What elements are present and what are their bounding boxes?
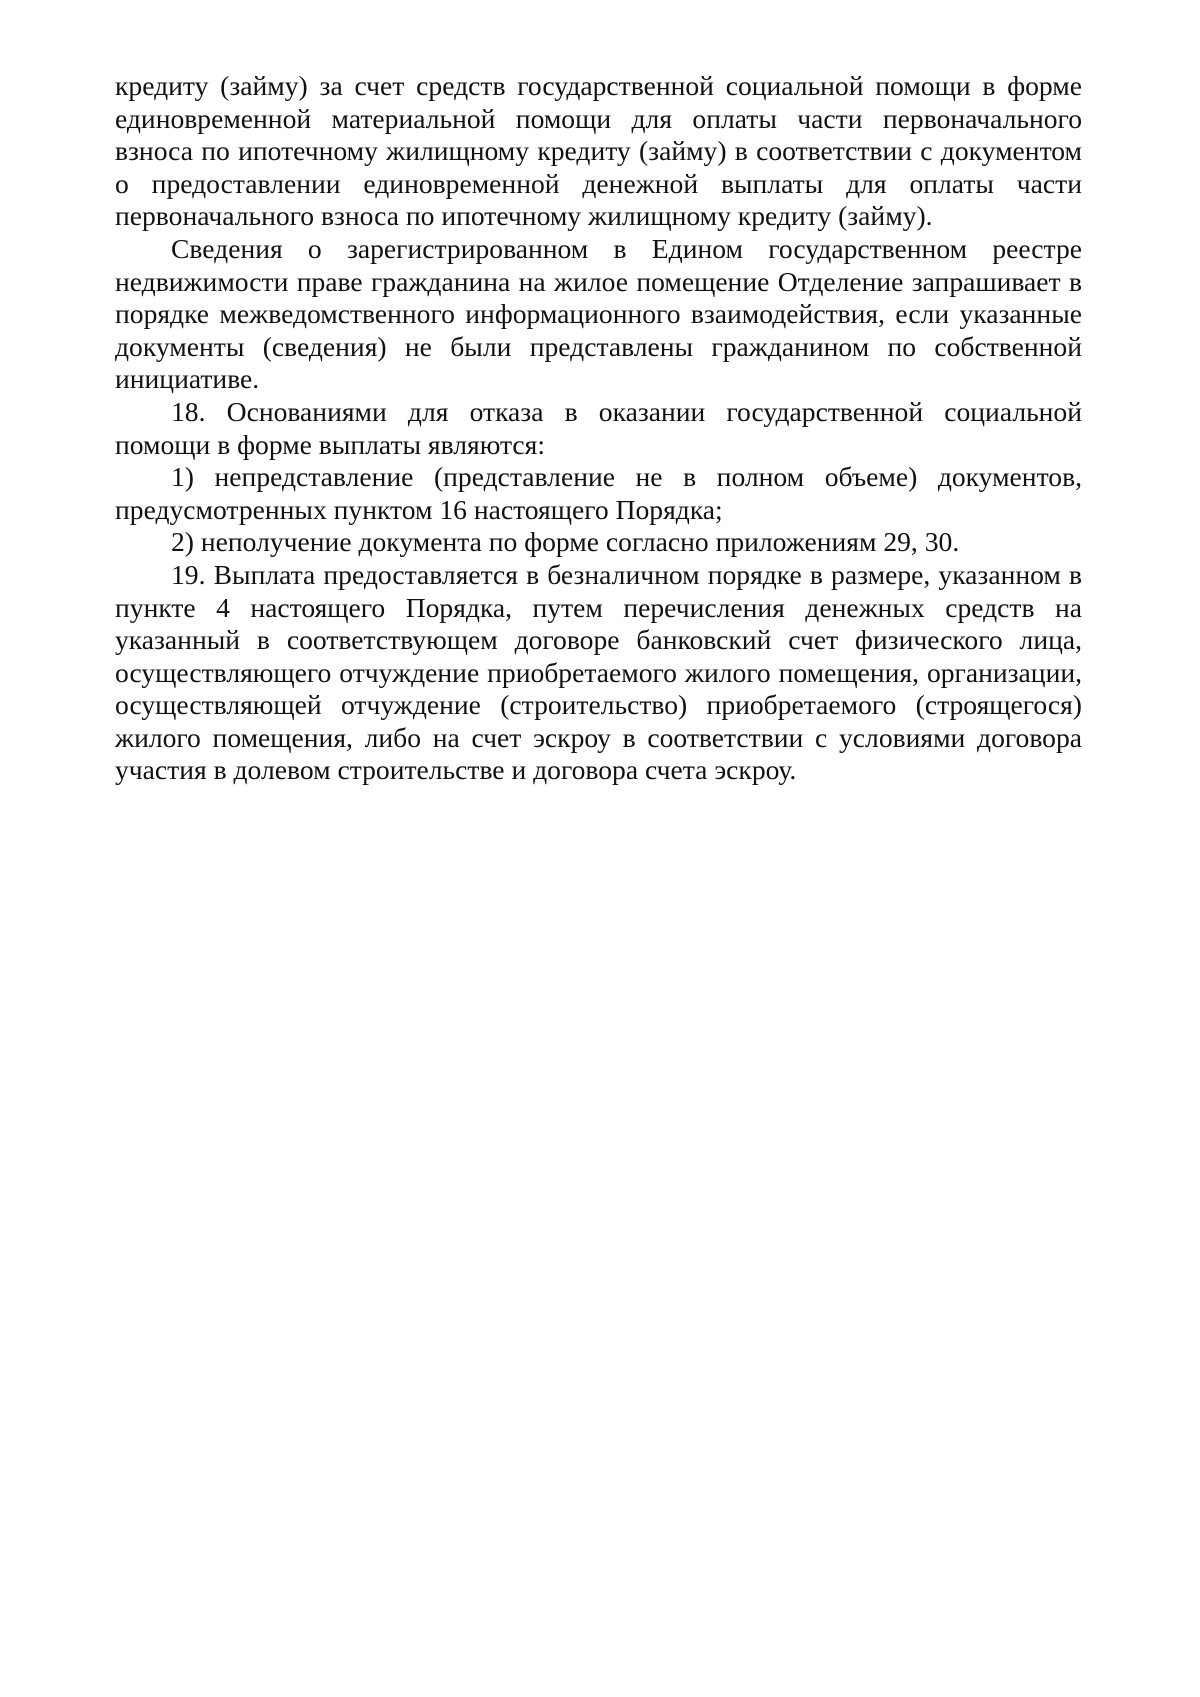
paragraph-item-18-2: 2) неполучение документа по форме согласно приложениям 29, 30. (171, 526, 960, 558)
paragraph-item-18-1: 1) непредставление (представление не в полном объеме) документов, предусмотренных пунктом 16 настоящего Порядка; (115, 461, 1082, 525)
paragraph-egrn-info: Сведения о зарегистрированном в Едином государственном реестре недвижимости праве гражданина на жилое помещение Отделение запрашивает в порядке межведомственного информационного взаимодействия, если указанные документы (сведения) не были представлены гражданином по собственной инициативе. (115, 232, 1082, 395)
document-body (115, 70, 1082, 787)
paragraph-item-18: 18. Основаниями для отказа в оказании государственной социальной помощи в форме выплаты являются: (115, 395, 1082, 460)
paragraph-item-19: 19. Выплата предоставляется в безналичном порядке в размере, указанном в пункте 4 настоящего Порядка, путем перечисления денежных средств на указанный в соответствующем договоре банковский счет физического лица, осуществляющего отчуждение приобретаемого жилого помещения, организации, осуществляющей отчуждение (строительство) приобретаемого (строящегося) жилого помещения, либо на счет эскроу в соответствии с условиями договора участия в долевом строительстве и договора счета эскроу. (115, 558, 1082, 786)
paragraph-continuation: кредиту (займу) за счет средств государственной социальной помощи в форме единовременной материальной помощи для оплаты части первоначального взноса по ипотечному жилищному кредиту (займу) в соответствии с документом о предоставлении единовременной денежной выплаты для оплаты части первоначального взноса по ипотечному жилищному кредиту (займу). (115, 70, 1082, 232)
